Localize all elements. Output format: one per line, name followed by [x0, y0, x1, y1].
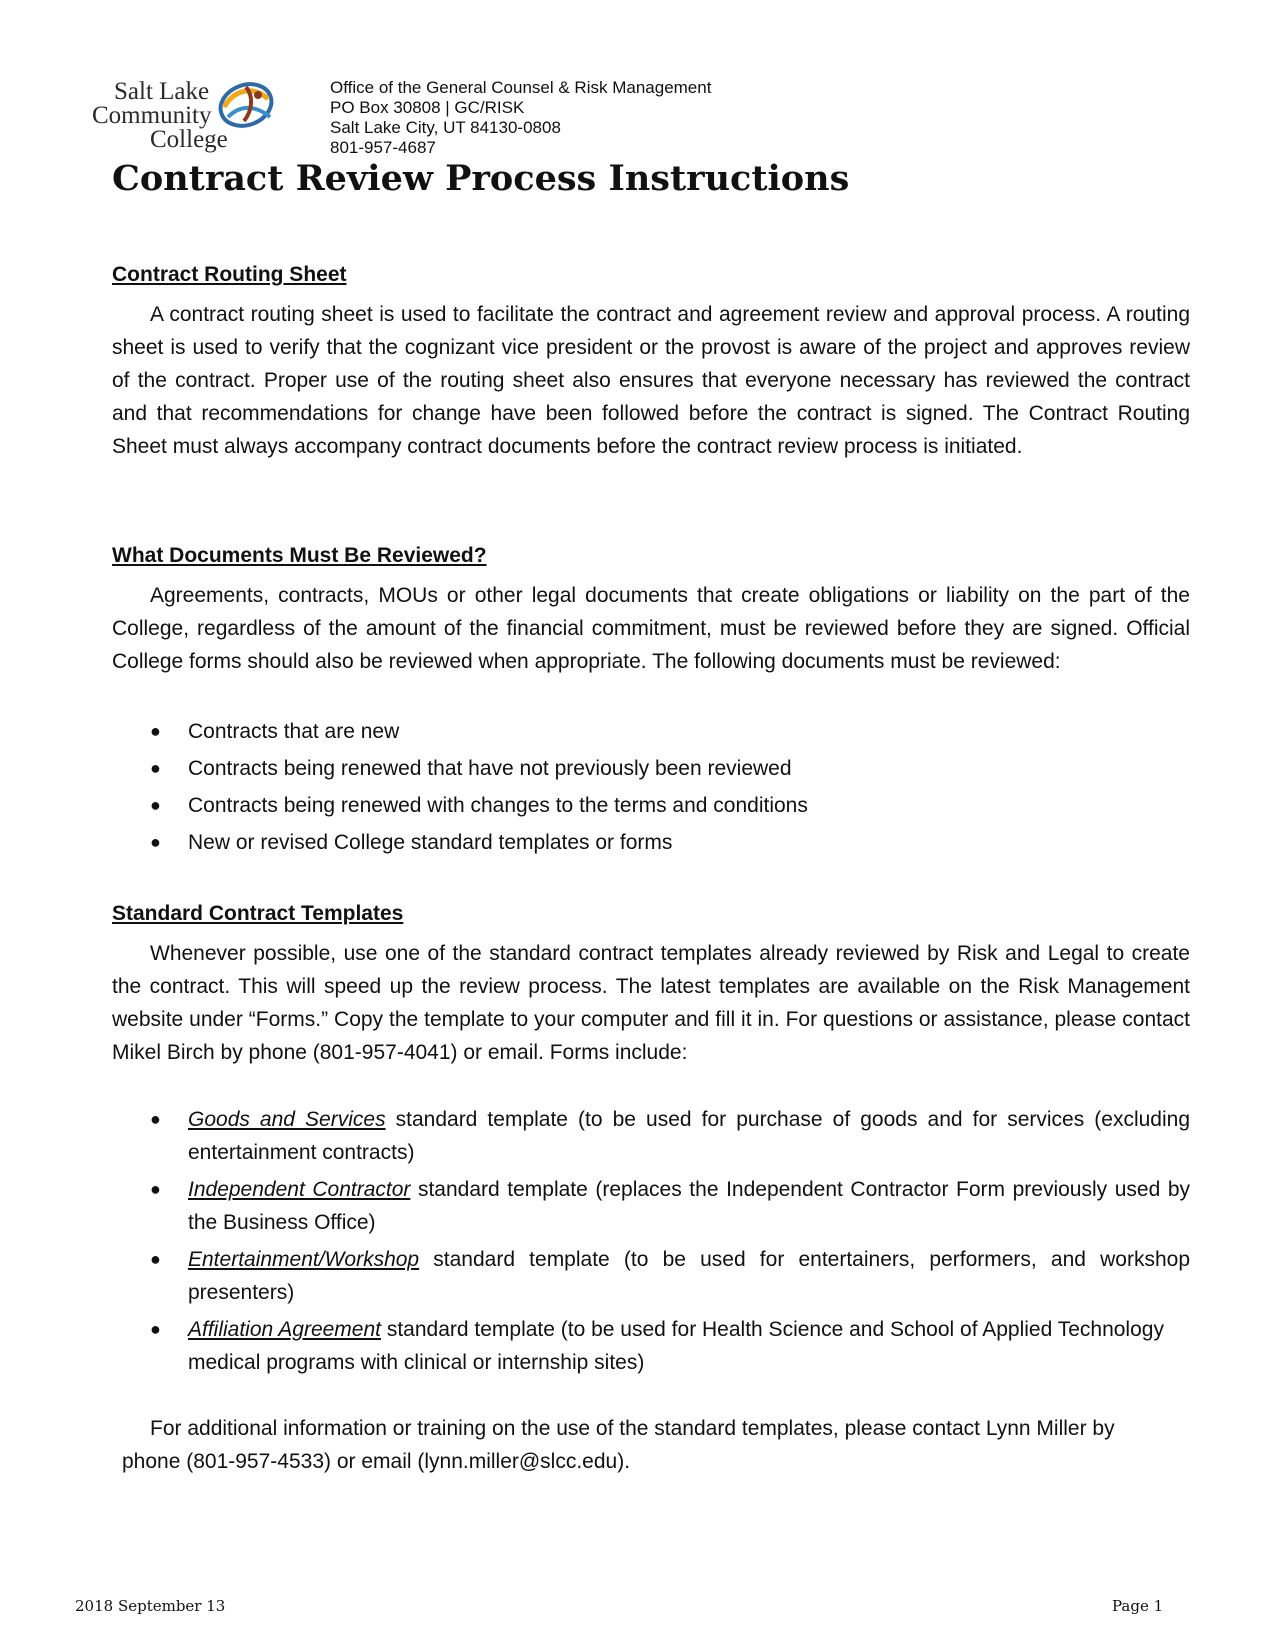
- list-item: ● Contracts being renewed with changes to the terms and conditions: [150, 789, 1190, 826]
- closing-paragraph: [122, 1412, 1202, 1478]
- logo-line-2: Community: [92, 102, 212, 129]
- office-address-block: [330, 78, 711, 158]
- list-item: ● Entertainment/Workshop standard template (to be used for entertainers, performers, and workshop presenters): [150, 1243, 1190, 1309]
- office-city: Salt Lake City, UT 84130-0808: [330, 118, 561, 137]
- template-link-entertainment-workshop[interactable]: Entertainment/Workshop: [188, 1248, 420, 1271]
- list-item: ● Independent Contractor standard template (replaces the Independent Contractor Form previously used by the Business Office): [150, 1173, 1190, 1239]
- templates-paragraph-block: [112, 937, 1190, 1069]
- documents-bullet-list: [150, 715, 1190, 863]
- office-po-box: PO Box 30808 | GC/RISK: [330, 98, 525, 117]
- office-name: Office of the General Counsel & Risk Management: [330, 78, 712, 97]
- template-link-affiliation-agreement[interactable]: Affiliation Agreement: [188, 1318, 381, 1341]
- logo-line-1: Salt Lake: [114, 78, 210, 105]
- bullet-icon: ●: [150, 1319, 161, 1339]
- closing-line-1: For additional information or training on the use of the standard templates, please contact Lynn Miller by: [150, 1417, 1115, 1440]
- bullet-icon: ●: [150, 1249, 161, 1269]
- documents-paragraph: Agreements, contracts, MOUs or other legal documents that create obligations or liability on the part of the College, regardless of the amount of the financial commitment, must be reviewed before they are signed. Official College forms should also be reviewed when appropriate. The following documents must be reviewed:: [112, 584, 1190, 673]
- bullet-icon: ●: [150, 721, 161, 741]
- closing-line-2: phone (801-957-4533) or email (lynn.miller@slcc.edu).: [122, 1450, 631, 1473]
- bullet-icon: ●: [150, 795, 161, 815]
- list-item: ● Contracts that are new: [150, 715, 1190, 752]
- template-link-goods-services[interactable]: Goods and Services: [188, 1108, 386, 1131]
- footer-page-number: Page 1: [1112, 1597, 1164, 1615]
- template-link-independent-contractor[interactable]: Independent Contractor: [188, 1178, 411, 1201]
- bullet-icon: ●: [150, 1179, 161, 1199]
- logo-line-3: College: [150, 126, 228, 153]
- templates-bullet-list: [150, 1103, 1190, 1383]
- list-item: ● Affiliation Agreement standard template (to be used for Health Science and School of Applied Technology medical programs with clinical or internship sites): [150, 1313, 1190, 1379]
- logo-emblem-icon: [216, 77, 278, 133]
- routing-paragraph: A contract routing sheet is used to facilitate the contract and agreement review and approval process. A routing sheet is used to verify that the cognizant vice president or the provost is aware of the project and approves review of the contract. Proper use of the routing sheet also ensures that everyone necessary has reviewed the contract and that recommendations for change have been followed before the contract is signed. The Contract Routing Sheet must always accompany contract documents before the contract review process is initiated.: [112, 303, 1190, 458]
- list-item: ● Goods and Services standard template (to be used for purchase of goods and for services (excluding entertainment contracts): [150, 1103, 1190, 1169]
- list-item: ● New or revised College standard templates or forms: [150, 826, 1190, 863]
- bullet-icon: ●: [150, 832, 161, 852]
- heading-standard-templates: Standard Contract Templates: [112, 902, 404, 925]
- college-logo: [88, 75, 298, 155]
- documents-paragraph-block: [112, 579, 1190, 678]
- list-item: ● Contracts being renewed that have not previously been reviewed: [150, 752, 1190, 789]
- office-phone: 801-957-4687: [330, 138, 436, 157]
- bullet-icon: ●: [150, 1109, 161, 1129]
- templates-paragraph: Whenever possible, use one of the standard contract templates already reviewed by Risk and Legal to create the contract. This will speed up the review process. The latest templates are available on the Risk Management website under “Forms.” Copy the template to your computer and fill it in. For questions or assistance, please contact Mikel Birch by phone (801-957-4041) or email. Forms include:: [112, 942, 1190, 1064]
- heading-documents-reviewed: What Documents Must Be Reviewed?: [112, 544, 487, 567]
- heading-contract-routing-sheet: Contract Routing Sheet: [112, 263, 347, 286]
- bullet-icon: ●: [150, 758, 161, 778]
- routing-paragraph-block: [112, 298, 1190, 463]
- footer-date: 2018 September 13: [75, 1597, 226, 1615]
- page-title: Contract Review Process Instructions: [112, 158, 850, 199]
